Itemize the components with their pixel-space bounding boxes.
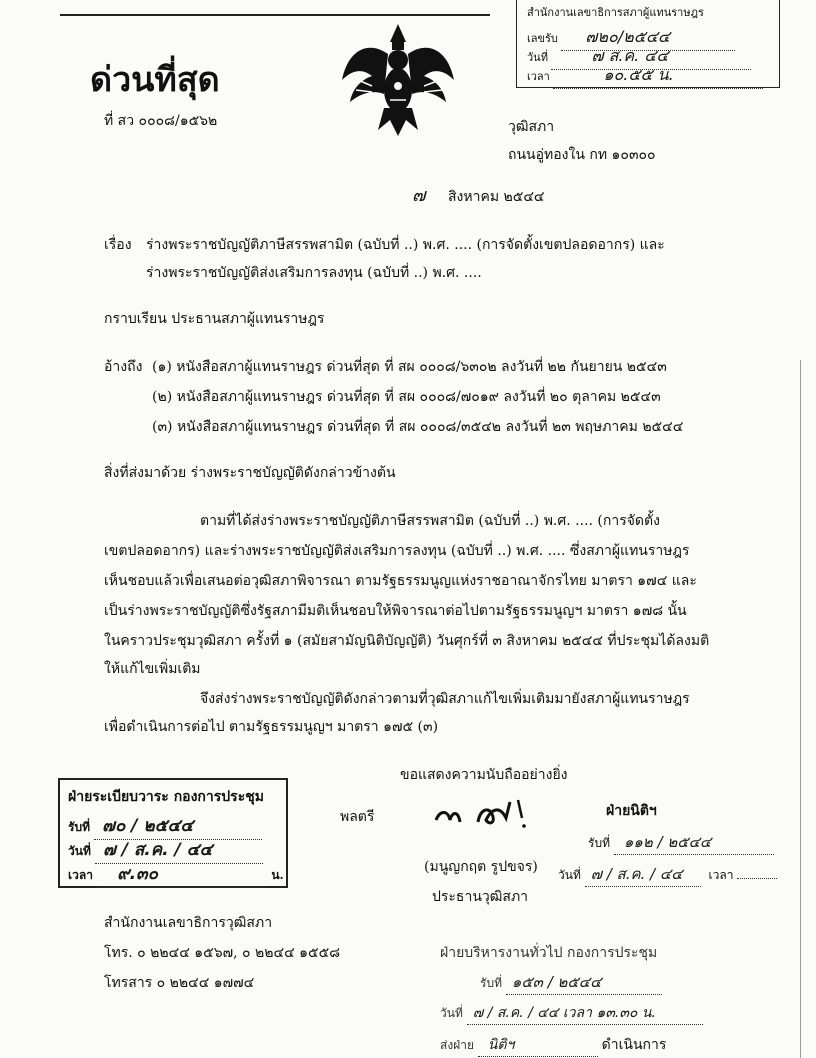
body-p2-line-1: จึงส่งร่างพระราชบัญญัติดังกล่าวตามที่วุฒิสภาแก้ไขเพิ่มเติมมายังสภาผู้แทนราษฎร — [200, 691, 690, 707]
top-edge-line — [60, 14, 490, 16]
admin-no-row — [480, 970, 662, 995]
agenda-time-row — [68, 860, 284, 888]
signature-mark — [430, 792, 540, 836]
body-p1-line-6: ให้แก้ไขเพิ่มเติม — [104, 661, 201, 677]
legal-no-value: ๑๑๒ / ๒๕๔๔ — [614, 830, 774, 855]
signature-name: (มนูญกฤต รูปขจร) — [424, 859, 538, 875]
signature-rank: พลตรี — [340, 809, 375, 825]
received-stamp-title: สำนักงานเลขาธิการสภาผู้แทนราษฎร — [527, 6, 704, 19]
admin-send-value: นิติฯ — [478, 1034, 598, 1057]
agenda-time-value: ๙.๓๐ — [97, 860, 267, 888]
agenda-time-label: เวลา — [68, 868, 93, 882]
admin-no-label: รับที่ — [480, 976, 502, 990]
sender-office-fax: โทรสาร ๐ ๒๒๔๔ ๑๗๗๔ — [104, 975, 255, 991]
admin-send-row — [440, 1034, 666, 1057]
reference-item-3: (๓) หนังสือสภาผู้แทนราษฎร ด่วนที่สุด ที่ สผ ๐๐๐๘/๓๕๔๒ ลงวันที่ ๒๓ พฤษภาคม ๒๕๔๔ — [152, 419, 684, 435]
received-stamp-top — [516, 0, 780, 88]
admin-date-row — [440, 1002, 703, 1025]
subject-line-2: ร่างพระราชบัญญัติส่งเสริมการลงทุน (ฉบับที่ ..) พ.ศ. .... — [146, 265, 482, 281]
body-p1-line-5: ในคราวประชุมวุฒิสภา ครั้งที่ ๑ (สมัยสามัญนิติบัญญัติ) วันศุกร์ที่ ๓ สิงหาคม ๒๕๔๔ ที่ประชุมได้ลงมติ — [104, 633, 710, 649]
legal-no-row — [588, 830, 774, 855]
agenda-time-unit: น. — [271, 868, 284, 882]
legal-time-value — [737, 878, 777, 879]
right-edge-line — [800, 360, 801, 1058]
agenda-stamp — [58, 778, 288, 888]
reference-item-1: (๑) หนังสือสภาผู้แทนราษฎร ด่วนที่สุด ที่ สผ ๐๐๐๘/๖๓๐๒ ลงวันที่ ๒๒ กันยายน ๒๕๔๓ — [152, 359, 667, 375]
sender-office-phone: โทร. ๐ ๒๒๔๔ ๑๕๖๗, ๐ ๒๒๔๔ ๑๕๕๘ — [104, 945, 341, 961]
agenda-no-value: ๗๐ / ๒๕๔๔ — [94, 812, 262, 840]
admin-stamp — [440, 938, 740, 1058]
legal-stamp — [548, 796, 798, 886]
received-time-value: ๑๐.๕๕ น. — [553, 63, 763, 89]
admin-date-value: ๗ / ส.ค. / ๔๔ เวลา ๑๓.๓๐ น. — [467, 1002, 703, 1025]
admin-send-label: ส่งฝ่าย — [440, 1038, 474, 1052]
legal-date-label: วันที่ — [558, 868, 581, 882]
legal-stamp-title: ฝ่ายนิติฯ — [606, 803, 657, 819]
signature-position: ประธานวุฒิสภา — [432, 889, 529, 905]
body-p1-line-3: เห็นชอบแล้วเพื่อเสนอต่อวุฒิสภาพิจารณา ตามรัฐธรรมนูญแห่งราชอาณาจักรไทย มาตรา ๑๗๔ และ — [104, 573, 697, 589]
received-no-value: ๗๒๐/๒๕๔๔ — [561, 25, 735, 51]
agenda-stamp-title: ฝ่ายระเบียบวาระ กองการประชุม — [68, 789, 264, 805]
admin-date-label: วันที่ — [440, 1006, 463, 1020]
body-p1-line-2: เขตปลอดอากร) และร่างพระราชบัญญัติส่งเสริมการลงทุน (ฉบับที่ ..) พ.ศ. .... ซึ่งสภาผู้แทนราษฎร — [104, 543, 690, 559]
received-time-label: เวลา — [527, 70, 550, 83]
sender-office-name: สำนักงานเลขาธิการวุฒิสภา — [104, 915, 273, 931]
reference-item-2: (๒) หนังสือสภาผู้แทนราษฎร ด่วนที่สุด ที่ สผ ๐๐๐๘/๗๐๑๙ ลงวันที่ ๒๐ ตุลาคม ๒๕๔๓ — [152, 389, 661, 405]
legal-date-row — [558, 862, 777, 887]
closing: ขอแสดงความนับถืออย่างยิ่ง — [400, 767, 568, 783]
agenda-date-value: ๗ / ส.ค. / ๔๔ — [95, 836, 263, 864]
received-time-row — [527, 63, 763, 89]
subject-label: เรื่อง — [104, 237, 132, 253]
subject-line-1: ร่างพระราชบัญญัติภาษีสรรพสามิต (ฉบับที่ ..) พ.ศ. .... (การจัดตั้งเขตปลอดอากร) และ — [146, 237, 665, 253]
reference-number: ที่ สว ๐๐๐๘/๑๕๖๒ — [104, 113, 218, 129]
letter-date-day: ๗ — [412, 185, 426, 206]
garuda-emblem — [338, 20, 458, 138]
admin-stamp-title: ฝ่ายบริหารงานทั่วไป กองการประชุม — [440, 945, 658, 961]
body-p2-line-2: เพื่อดำเนินการต่อไป ตามรัฐธรรมนูญฯ มาตรา ๑๗๕ (๓) — [104, 719, 439, 735]
office-address: ถนนอู่ทองใน กท ๑๐๓๐๐ — [508, 147, 656, 163]
received-date-value: ๗ ส.ค. ๔๔ — [551, 44, 751, 70]
office-name: วุฒิสภา — [508, 119, 555, 135]
references-label: อ้างถึง — [104, 359, 143, 375]
received-no-label: เลขรับ — [527, 32, 558, 45]
agenda-no-label: รับที่ — [68, 820, 90, 834]
legal-date-value: ๗ / ส.ค. / ๔๔ — [585, 862, 701, 887]
legal-no-label: รับที่ — [588, 836, 610, 850]
legal-time-label: เวลา — [708, 868, 734, 882]
letter-date — [412, 180, 545, 209]
admin-no-value: ๑๕๓ / ๒๕๔๔ — [506, 970, 662, 995]
urgency-heading: ด่วนที่สุด — [90, 60, 220, 100]
admin-action: ดำเนินการ — [601, 1037, 667, 1053]
salutation: กราบเรียน ประธานสภาผู้แทนราษฎร — [104, 311, 325, 327]
agenda-date-label: วันที่ — [68, 844, 91, 858]
body-p1-line-1: ตามที่ได้ส่งร่างพระราชบัญญัติภาษีสรรพสามิต (ฉบับที่ ..) พ.ศ. .... (การจัดตั้ง — [200, 513, 660, 529]
garuda-icon — [338, 20, 458, 138]
body-p1-line-4: เป็นร่างพระราชบัญญัติซึ่งรัฐสภามีมติเห็นชอบให้พิจารณาต่อไปตามรัฐธรรมนูญฯ มาตรา ๑๗๘ นั้น — [104, 603, 687, 619]
received-date-label: วันที่ — [527, 51, 548, 64]
signature-scribble-icon — [430, 792, 540, 836]
letter-date-rest: สิงหาคม ๒๕๔๔ — [448, 189, 545, 205]
enclosure: สิ่งที่ส่งมาด้วย ร่างพระราชบัญญัติดังกล่าวข้างต้น — [104, 465, 396, 481]
